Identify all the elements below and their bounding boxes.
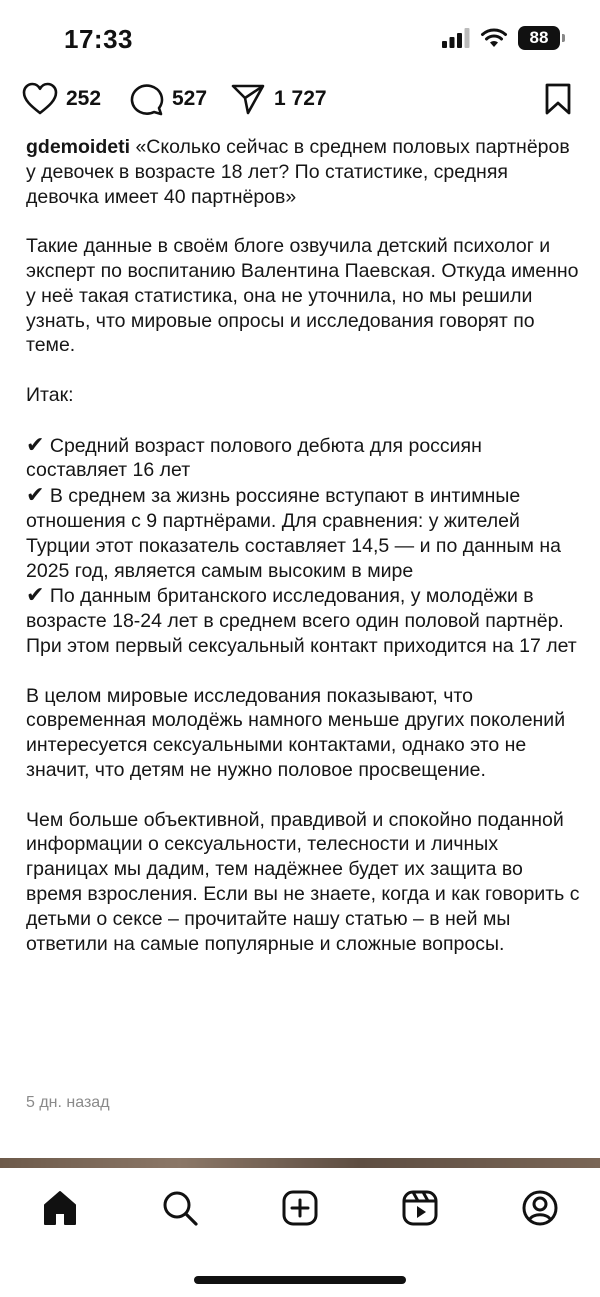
share-count: 1 727 (274, 87, 327, 110)
battery-icon (518, 26, 560, 50)
caption-paragraph: Чем больше объективной, правдивой и спокойно поданной информации о сексуальности, телесности и личных границах мы дадим, тем надёжнее будет их защита во время взросления. Если вы не знаете, когда и как говорить с детьми о сексе – прочитайте нашу статью – в ней мы ответили на самые популярные и сложные вопросы. (26, 808, 580, 955)
caption-paragraph: В целом мировые исследования показывают, что современная молодёжь намного меньше других поколений интересуется сексуальными контактами, однако это не значит, что детям не нужно половое просвещение. (26, 684, 566, 781)
status-icons (442, 26, 560, 50)
caption-paragraph: Такие данные в своём блоге озвучила детский психолог и эксперт по воспитанию Валентина Паевская. Откуда именно у неё такая статистика, она не уточнила, но мы решили узнать, что мировые опросы и исследования говорят по теме. (26, 235, 579, 357)
caption-facts (26, 433, 582, 659)
status-bar (0, 0, 600, 80)
caption-quote: «Сколько сейчас в среднем половых партнёров у девочек в возрасте 18 лет? По статистике, средняя девочка имеет 40 партнёров» (26, 136, 570, 208)
tab-reels[interactable] (400, 1188, 440, 1228)
tab-create[interactable] (280, 1188, 320, 1228)
create-icon (281, 1189, 319, 1227)
check-mark-icon: ✔ (26, 482, 45, 508)
tab-profile[interactable] (520, 1188, 560, 1228)
fact-item: Средний возраст полового дебюта для россиян составляет 16 лет (26, 434, 482, 482)
reels-icon (401, 1189, 439, 1227)
send-icon (230, 82, 266, 116)
like-count: 252 (66, 87, 102, 110)
comment-button[interactable] (128, 82, 207, 116)
status-time: 17:33 (64, 24, 133, 54)
like-button[interactable] (22, 82, 101, 116)
bookmark-icon (544, 82, 572, 116)
caption-intro: Итак: (26, 383, 74, 406)
battery-level: 88 (529, 28, 549, 47)
signal-icon (442, 28, 470, 48)
home-icon (41, 1189, 79, 1227)
tab-search[interactable] (160, 1188, 200, 1228)
post-action-bar (0, 76, 600, 122)
comment-count: 527 (172, 87, 208, 110)
check-mark-icon: ✔ (26, 431, 45, 457)
post-timestamp: 5 дн. назад (26, 1094, 110, 1111)
fact-item: В среднем за жизнь россияне вступают в интимные отношения с 9 партнёрами. Для сравнения: у жителей Турции этот показатель составляет 14,5 — и по данным на 2025 год, является самым высоким в мире (26, 485, 561, 582)
save-button[interactable] (544, 82, 572, 121)
search-icon (161, 1189, 199, 1227)
fact-item: По данным британского исследования, у молодёжи в возрасте 18-24 лет в среднем всего один половой партнёр. При этом первый сексуальный контакт приходится на 17 лет (26, 585, 577, 657)
check-mark-icon: ✔ (26, 582, 45, 608)
home-indicator[interactable] (194, 1276, 406, 1284)
comment-icon (128, 82, 164, 116)
caption-header (26, 135, 582, 209)
post-caption (26, 135, 582, 981)
post-username[interactable]: gdemoideti (26, 136, 131, 158)
next-post-image[interactable] (0, 1158, 600, 1168)
heart-icon (22, 82, 58, 116)
profile-icon (521, 1189, 559, 1227)
wifi-icon (480, 28, 508, 48)
share-button[interactable] (230, 82, 327, 116)
tab-home[interactable] (40, 1188, 80, 1228)
